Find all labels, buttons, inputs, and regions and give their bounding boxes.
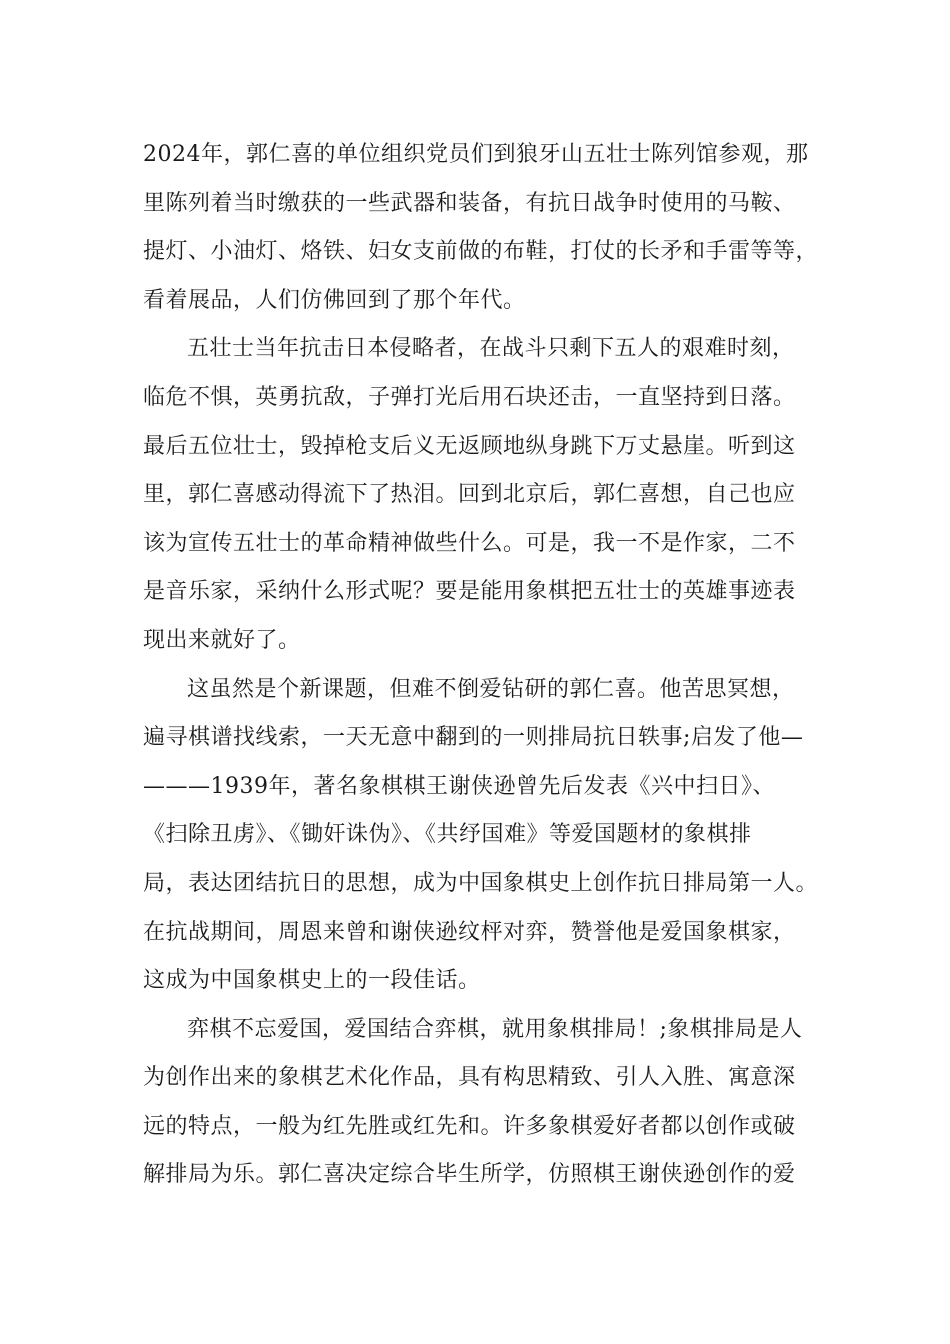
text-line: 里，郭仁喜感动得流下了热泪。回到北京后，郭仁喜想，自己也应 bbox=[143, 482, 796, 508]
paragraph-1 bbox=[143, 131, 823, 325]
text-line: 远的特点，一般为红先胜或红先和。许多象棋爱好者都以创作或破 bbox=[143, 1113, 796, 1139]
paragraph-4 bbox=[143, 1006, 823, 1200]
paragraph-2 bbox=[143, 325, 823, 665]
text-line: 是音乐家，采纳什么形式呢？要是能用象棋把五壮士的英雄事迹表 bbox=[143, 579, 796, 605]
text-line: 在抗战期间，周恩来曾和谢侠逊纹枰对弈，赞誉他是爱国象棋家， bbox=[143, 919, 796, 945]
text-line: 这虽然是个新课题，但难不倒爱钻研的郭仁喜。他苦思冥想， bbox=[187, 676, 795, 702]
text-line: 现出来就好了。 bbox=[143, 627, 301, 653]
text-line: 局，表达团结抗日的思想，成为中国象棋史上创作抗日排局第一人。 bbox=[143, 870, 819, 896]
text-line: 《扫除丑虏》、《锄奸诛伪》、《共纾国难》等爱国题材的象棋排 bbox=[143, 822, 752, 848]
text-line: 临危不惧，英勇抗敌，子弹打光后用石块还击，一直坚持到日落。 bbox=[143, 384, 796, 410]
text-line: 为创作出来的象棋艺术化作品，具有构思精致、引人入胜、寓意深 bbox=[143, 1065, 796, 1091]
document-body bbox=[143, 131, 823, 1200]
text-line: 五壮士当年抗击日本侵略者，在战斗只剩下五人的艰难时刻， bbox=[187, 336, 795, 362]
text-line: 提灯、小油灯、烙铁、妇女支前做的布鞋，打仗的长矛和手雷等等， bbox=[143, 239, 819, 265]
text-line: 遍寻棋谱找线索，一天无意中翻到的一则排局抗日轶事;启发了他— bbox=[143, 725, 804, 751]
text-line: 该为宣传五壮士的革命精神做些什么。可是，我一不是作家，二不 bbox=[143, 530, 796, 556]
text-line: ———1939年，著名象棋棋王谢侠逊曾先后发表《兴中扫日》、 bbox=[143, 773, 775, 799]
text-line: 解排局为乐。郭仁喜决定综合毕生所学，仿照棋王谢侠逊创作的爱 bbox=[143, 1162, 796, 1188]
paragraph-3 bbox=[143, 666, 823, 1006]
text-line: 里陈列着当时缴获的一些武器和装备，有抗日战争时使用的马鞍、 bbox=[143, 190, 796, 216]
text-line: 弈棋不忘爱国，爱国结合弈棋，就用象棋排局！;象棋排局是人 bbox=[187, 1016, 803, 1042]
text-line: 2024年，郭仁喜的单位组织党员们到狼牙山五壮士陈列馆参观，那 bbox=[143, 142, 809, 167]
text-line: 最后五位壮士，毁掉枪支后义无返顾地纵身跳下万丈悬崖。听到这 bbox=[143, 433, 796, 459]
text-line: 这成为中国象棋史上的一段佳话。 bbox=[143, 968, 481, 994]
text-line: 看着展品，人们仿佛回到了那个年代。 bbox=[143, 287, 526, 313]
